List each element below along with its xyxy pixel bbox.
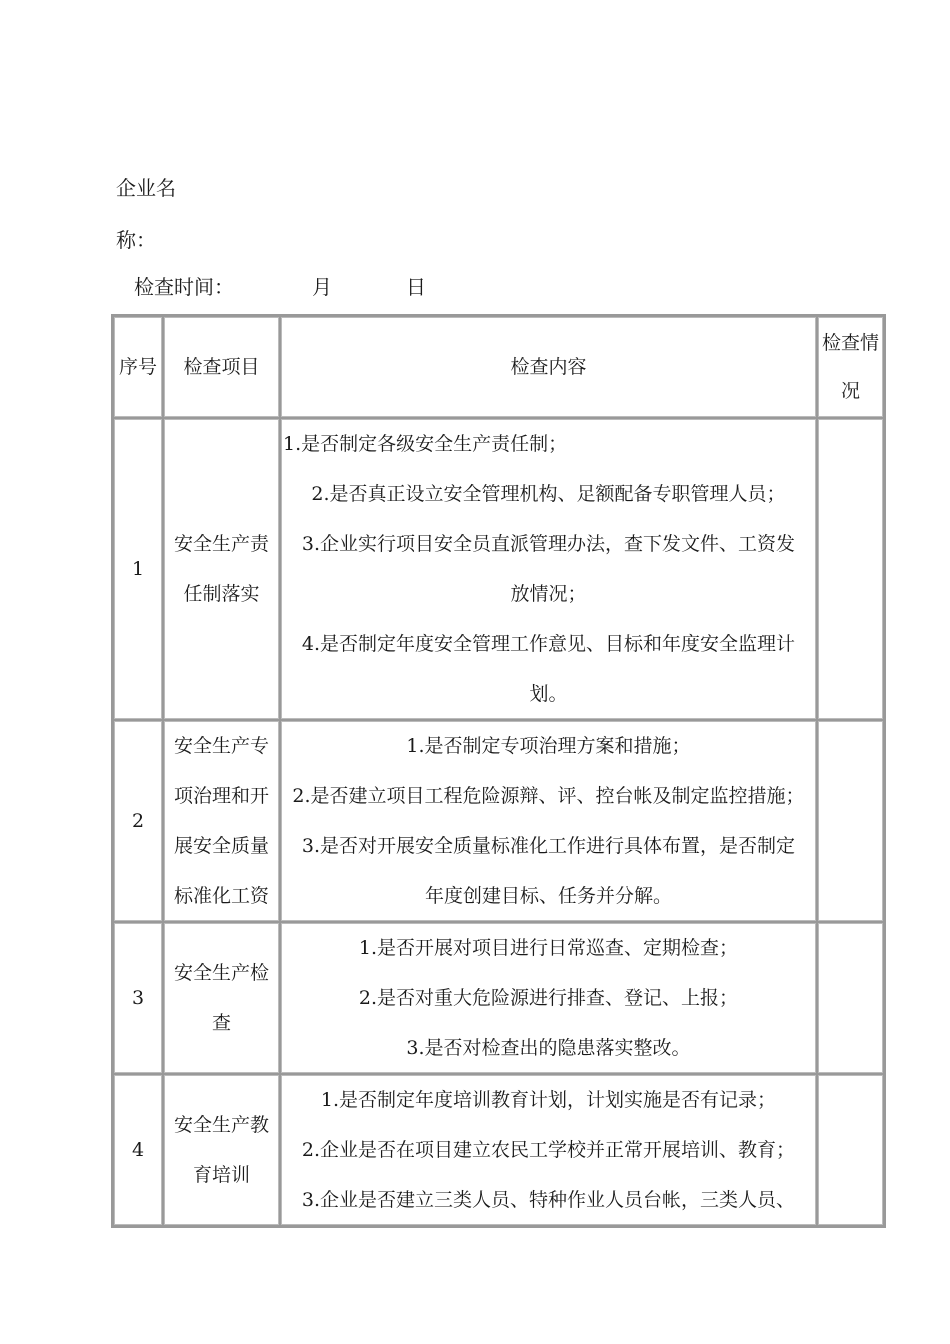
table-row xyxy=(113,1074,884,1226)
content-line: 4.是否制定年度安全管理工作意见、目标和年度安全监理计 xyxy=(301,633,796,655)
content-line: 2.是否对重大危险源进行排查、登记、上报； xyxy=(358,987,739,1009)
table-row xyxy=(113,418,884,720)
row-item: 安全生产教育培训 xyxy=(163,1074,280,1226)
row-content xyxy=(280,922,817,1074)
content-line: 3.企业实行项目安全员直派管理办法，查下发文件、工资发 xyxy=(301,533,796,555)
row-status[interactable] xyxy=(817,418,884,720)
row-number: 4 xyxy=(113,1074,163,1226)
content-line: 2.是否建立项目工程危险源辩、评、控台帐及制定监控措施； xyxy=(292,785,805,807)
row-status[interactable] xyxy=(817,1074,884,1226)
day-label: 日 xyxy=(406,275,426,299)
content-line: 1.是否制定年度培训教育计划，计划实施是否有记录； xyxy=(320,1089,777,1111)
content-line: 放情况； xyxy=(510,583,587,605)
row-content xyxy=(280,418,817,720)
col-header-content: 检查内容 xyxy=(280,316,817,418)
month-label: 月 xyxy=(312,275,332,299)
row-item: 安全生产专项治理和开展安全质量标准化工资 xyxy=(163,720,280,922)
row-number: 3 xyxy=(113,922,163,1074)
row-number: 1 xyxy=(113,418,163,720)
row-status[interactable] xyxy=(817,922,884,1074)
col-header-no: 序号 xyxy=(113,316,163,418)
content-line: 年度创建目标、任务并分解。 xyxy=(424,885,672,907)
row-status[interactable] xyxy=(817,720,884,922)
table-row xyxy=(113,922,884,1074)
check-time-label: 检查时间： xyxy=(134,275,234,299)
row-content xyxy=(280,1074,817,1226)
content-line: 3.是否对检查出的隐患落实整改。 xyxy=(406,1037,691,1059)
col-header-status: 检查情况 xyxy=(817,316,884,418)
company-name-label-cont: 称： xyxy=(116,228,156,252)
content-line: 3.企业是否建立三类人员、特种作业人员台帐，三类人员、 xyxy=(301,1189,796,1211)
content-line: 3.是否对开展安全质量标准化工作进行具体布置，是否制定 xyxy=(301,835,796,857)
row-number: 2 xyxy=(113,720,163,922)
row-content xyxy=(280,720,817,922)
content-line: 划。 xyxy=(529,683,568,705)
check-time-row xyxy=(134,275,426,299)
inspection-table xyxy=(111,314,886,1228)
row-item: 安全生产检查 xyxy=(163,922,280,1074)
content-line: 2.是否真正设立安全管理机构、足额配备专职管理人员； xyxy=(311,483,786,505)
content-line: 1.是否开展对项目进行日常巡查、定期检查； xyxy=(358,937,739,959)
col-header-item: 检查项目 xyxy=(163,316,280,418)
company-name-label: 企业名 xyxy=(116,176,176,200)
row-item: 安全生产责任制落实 xyxy=(163,418,280,720)
table-header-row xyxy=(113,316,884,418)
content-line: 1.是否制定各级安全生产责任制； xyxy=(283,433,568,455)
content-line: 2.企业是否在项目建立农民工学校并正常开展培训、教育； xyxy=(301,1139,796,1161)
table-row xyxy=(113,720,884,922)
content-line: 1.是否制定专项治理方案和措施； xyxy=(406,735,691,757)
